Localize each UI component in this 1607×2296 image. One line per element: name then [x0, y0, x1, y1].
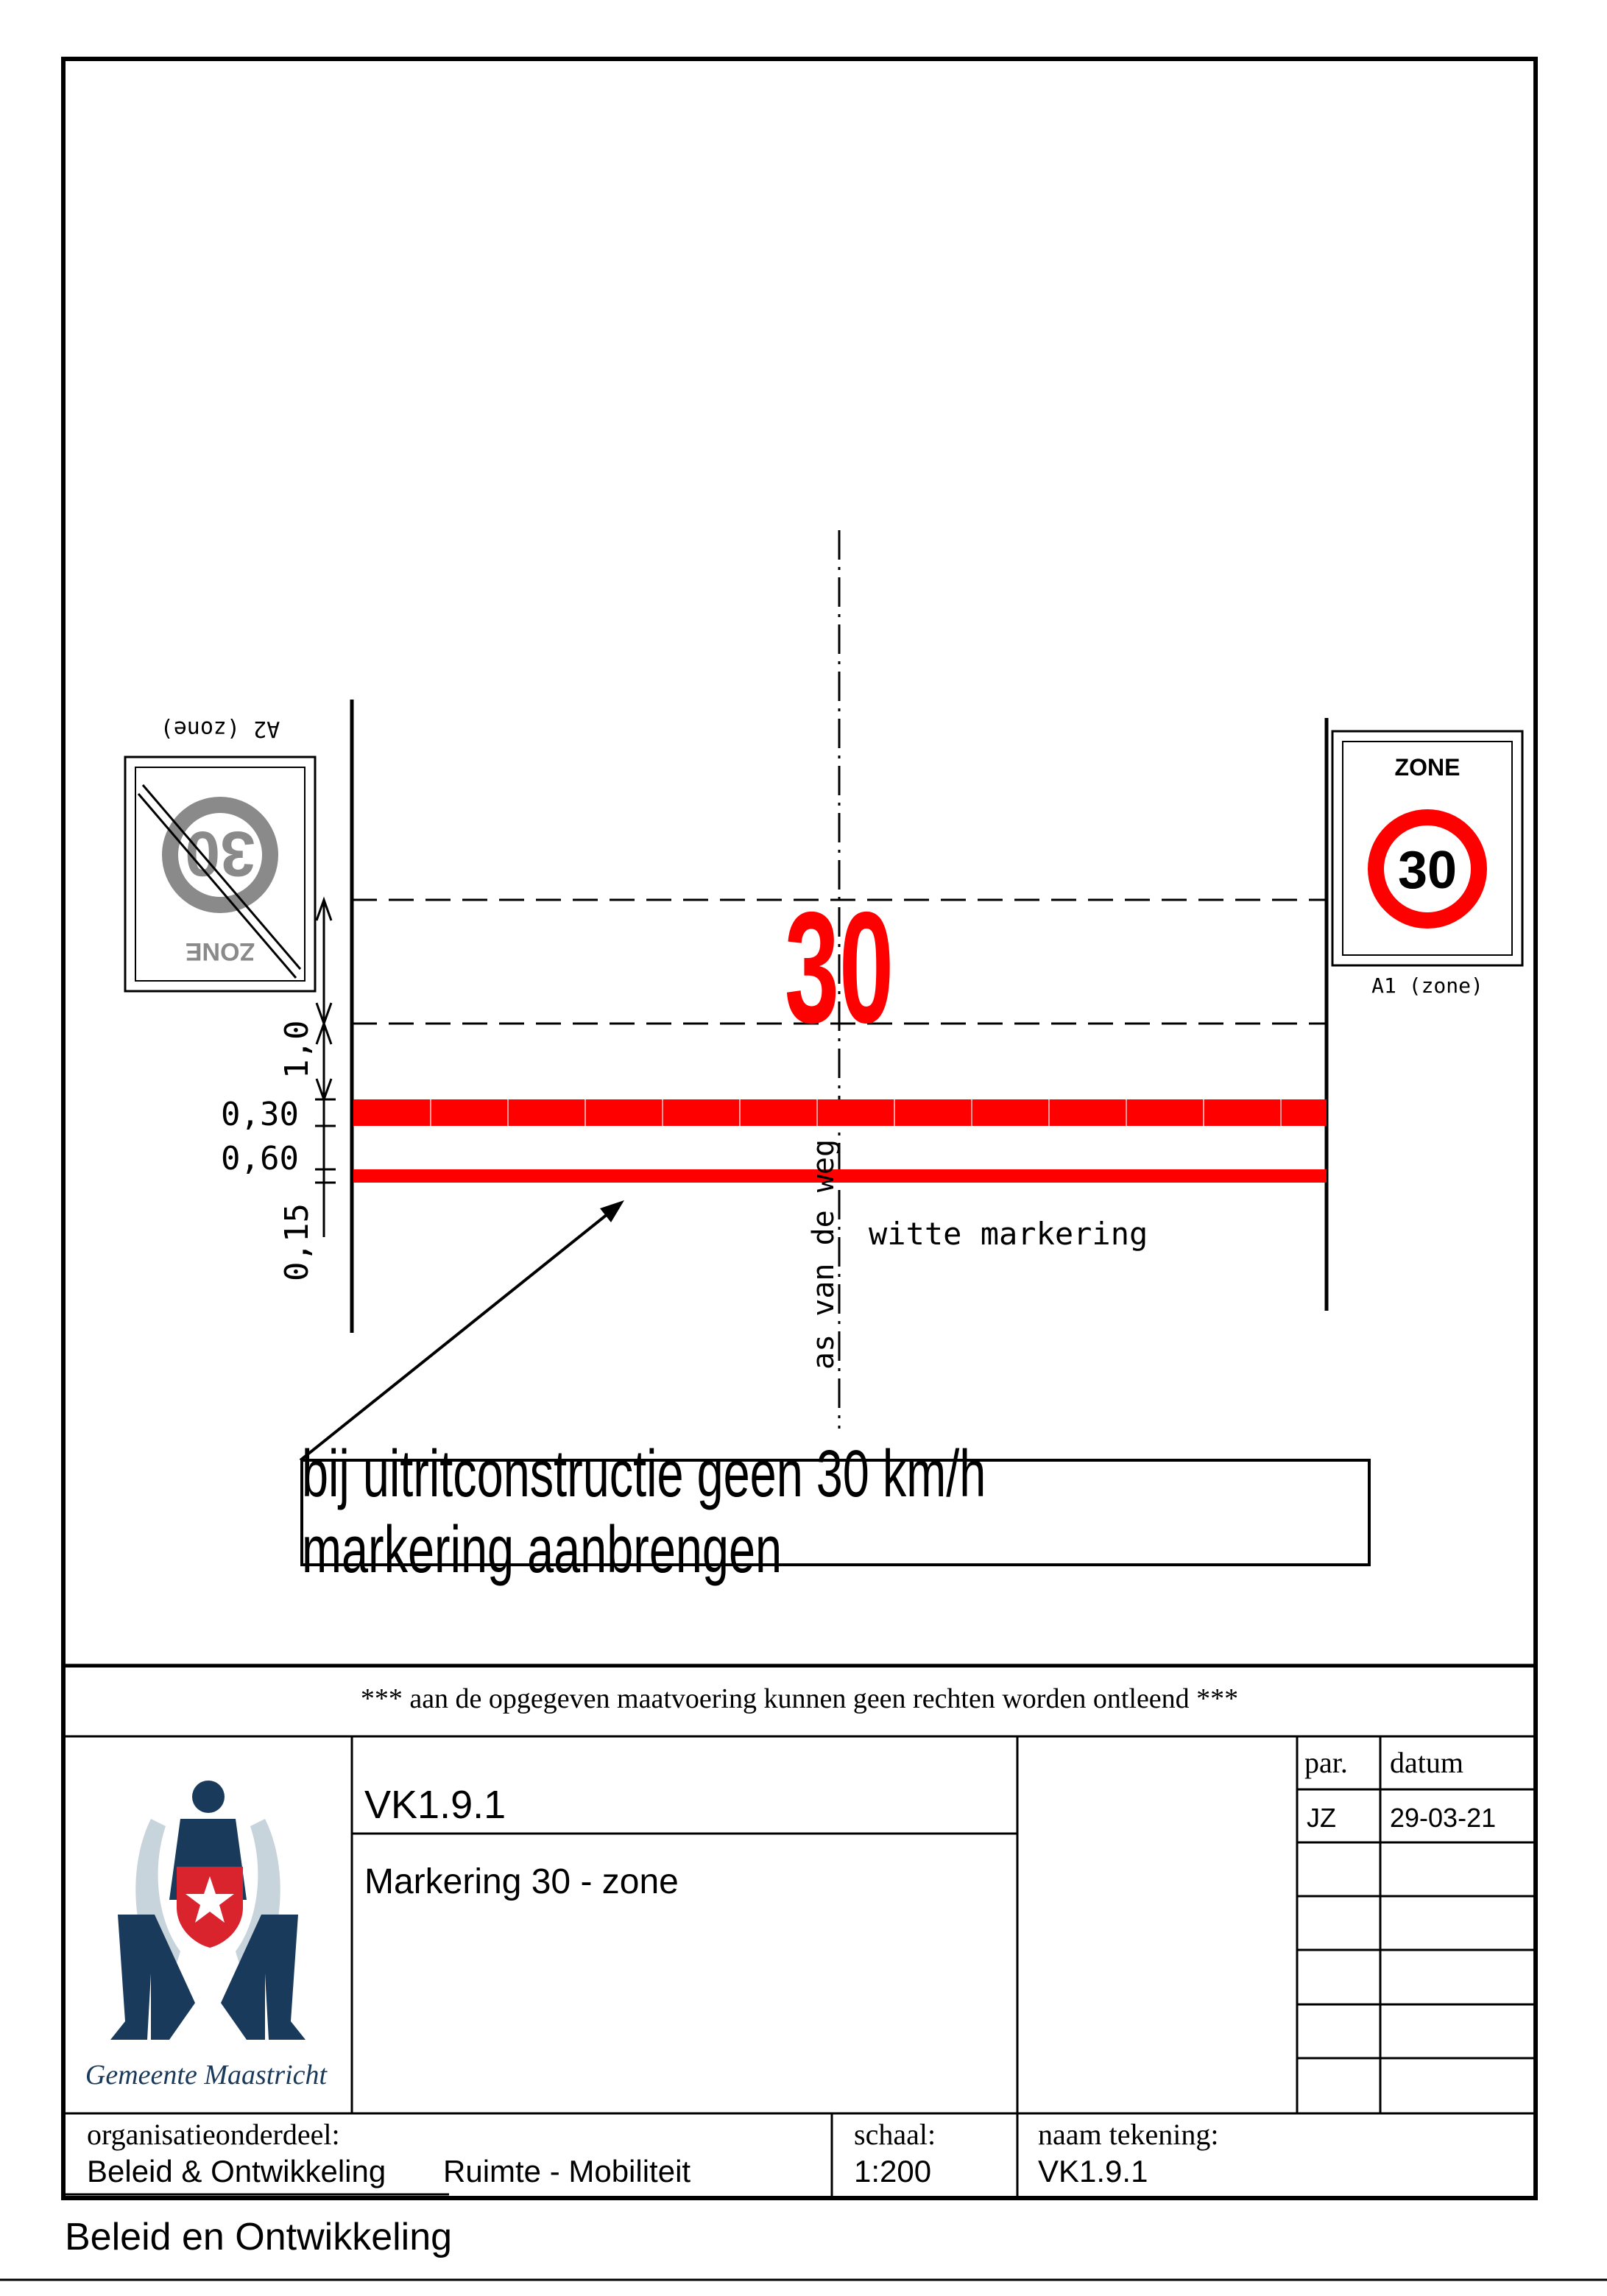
logo-letter-m-left — [110, 1915, 195, 2040]
dimension-label: 0,60 — [221, 1140, 299, 1177]
sign-end-zone-30 — [125, 716, 315, 991]
sign-code: A2 (zone) — [160, 716, 280, 742]
dimension-label: 1,0 — [278, 1020, 316, 1079]
marking-label: witte markering — [869, 1216, 1148, 1252]
org-value: Beleid & Ontwikkeling — [87, 2154, 386, 2188]
dimension-label: 0,15 — [278, 1203, 316, 1281]
red-marking-wide — [353, 1099, 1327, 1126]
logo-text: Gemeente Maastricht — [85, 2060, 328, 2091]
sign-zone-text: ZONE — [1394, 754, 1461, 781]
axis-label: as van de weg — [807, 1138, 841, 1370]
sign-number: 30 — [185, 818, 255, 889]
revision-par: JZ — [1307, 1803, 1336, 1833]
scale-label: schaal: — [854, 2118, 936, 2151]
logo-letter-m-right — [221, 1915, 305, 2040]
gemeente-maastricht-logo — [85, 1781, 328, 2091]
scale-value: 1:200 — [854, 2154, 932, 2188]
dimension-label: 0,30 — [221, 1096, 299, 1133]
speed-marking-text: 30 — [784, 878, 894, 1056]
sign-number: 30 — [1397, 841, 1458, 900]
org-label: organisatieonderdeel: — [87, 2118, 340, 2151]
drawing-code: VK1.9.1 — [364, 1783, 506, 1827]
revision-header-datum: datum — [1390, 1746, 1463, 1779]
disclaimer: *** aan de opgegeven maatvoering kunnen geen rechten worden ontleend *** — [360, 1683, 1239, 1714]
logo-head — [192, 1781, 225, 1813]
callout-arrow — [300, 1205, 618, 1460]
footer-department: Beleid en Ontwikkeling — [65, 2216, 453, 2258]
revision-header-par: par. — [1304, 1746, 1348, 1779]
name-value: VK1.9.1 — [1038, 2154, 1148, 2188]
revision-datum: 29-03-21 — [1390, 1803, 1497, 1833]
drawing-title: Markering 30 - zone — [364, 1862, 679, 1901]
name-label: naam tekening: — [1038, 2118, 1219, 2151]
sign-zone-text: ZONE — [185, 937, 255, 965]
sign-code: A1 (zone) — [1371, 973, 1483, 998]
callout-text: bij uitritconstructie geen 30 km/h markering aanbrengen — [302, 1437, 986, 1587]
org-value-2: Ruimte - Mobiliteit — [443, 2154, 691, 2188]
sign-zone-30 — [1332, 731, 1522, 998]
dimension-chain — [315, 900, 336, 1237]
